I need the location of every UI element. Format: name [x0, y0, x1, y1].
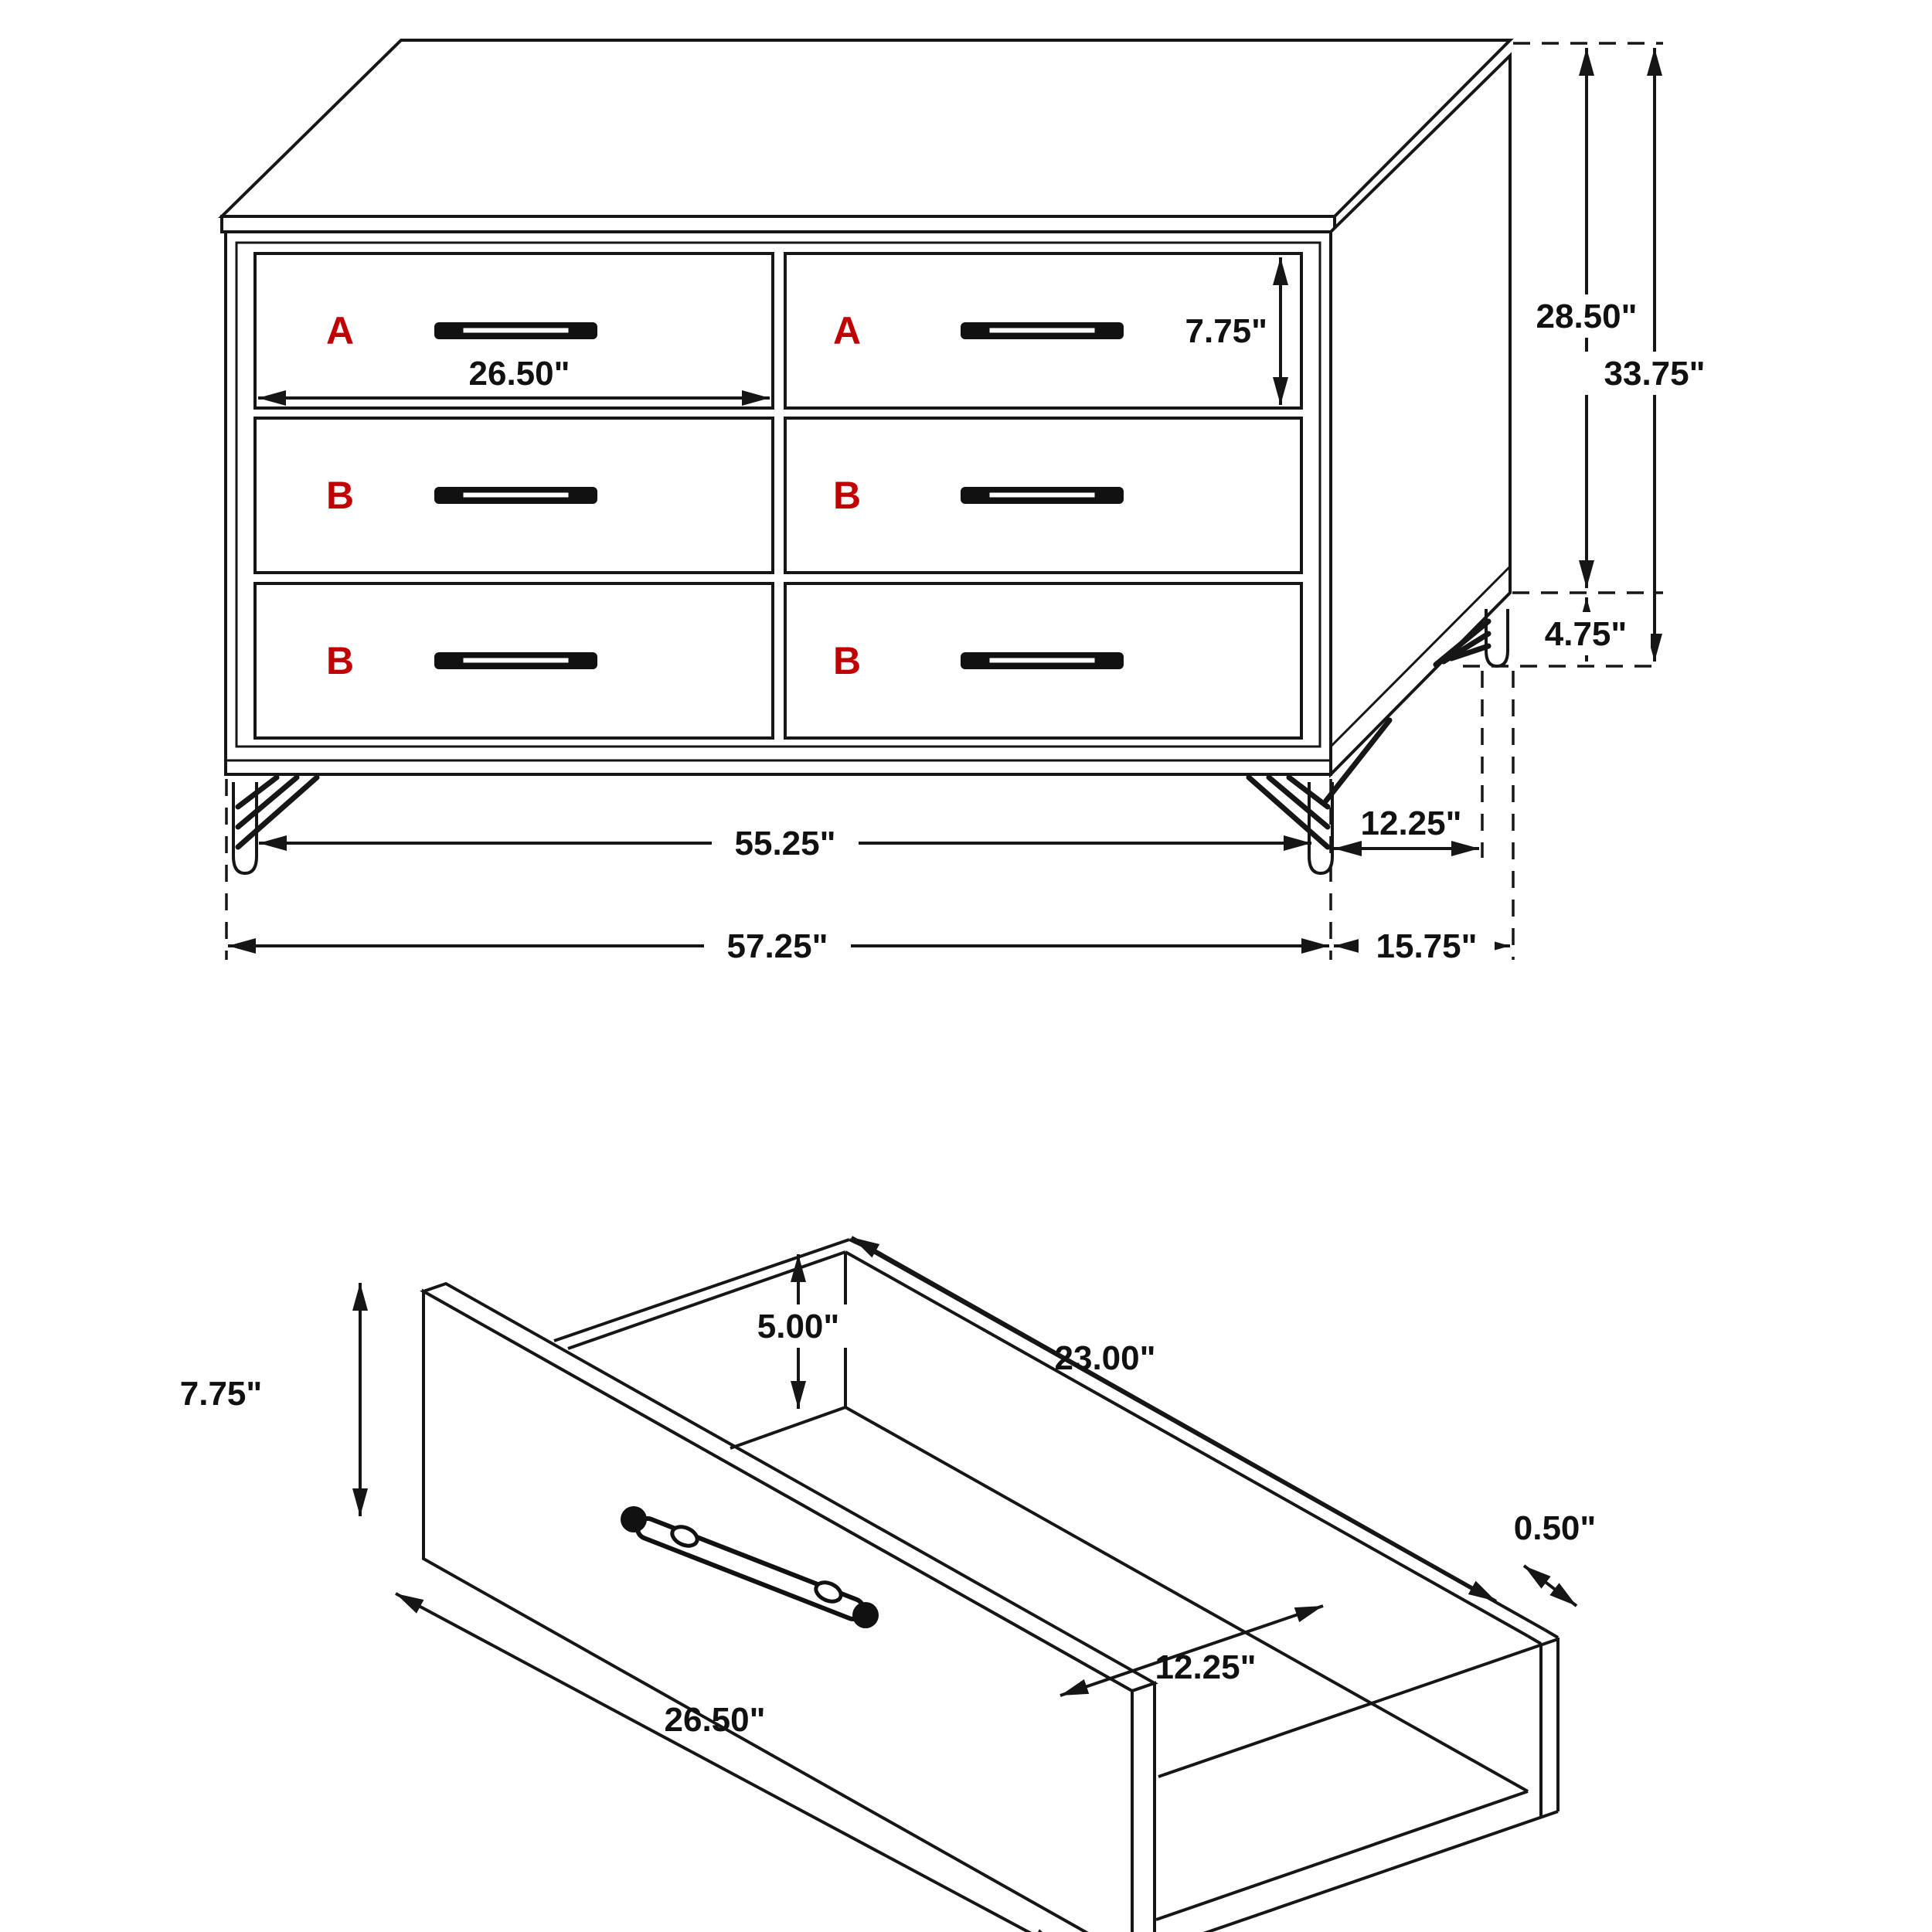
back-wall-cap-join-front — [1528, 1636, 1541, 1644]
front-left-leg — [233, 777, 317, 873]
handle-post-right — [852, 1602, 879, 1628]
dim-label-drawer-front-height: 7.75" — [1185, 312, 1267, 350]
drawer-front-panel-end-edge — [1132, 1683, 1155, 1932]
drawer-label-top-left: A — [325, 309, 355, 352]
dim-label-overall-depth: 15.75" — [1376, 927, 1478, 965]
back-wall-cap-join-back — [1545, 1630, 1558, 1638]
dim-label-interior-depth: 12.25" — [1155, 1648, 1257, 1686]
dresser-top-front-edge — [222, 216, 1335, 232]
dim-label-case-height: 28.50" — [1536, 298, 1638, 335]
right-wall-bottom-edge — [1158, 1811, 1558, 1932]
drawer-label-bottom-right: B — [832, 639, 862, 682]
dresser-top-face — [222, 40, 1510, 216]
dim-label-side-leg-depth: 12.25" — [1360, 804, 1462, 842]
dim-label-overall-height: 33.75" — [1604, 355, 1706, 393]
dim-label-interior-length: 23.00" — [1054, 1339, 1156, 1377]
dresser-figure — [222, 40, 1728, 968]
dim-label-back-panel-thickness: 0.50" — [1513, 1509, 1597, 1547]
dim-label-overall-width: 57.25" — [726, 927, 828, 965]
handle-top-left — [434, 322, 597, 339]
floor-left-edge — [730, 1407, 845, 1448]
floor-right-edge — [1156, 1791, 1528, 1920]
handle-bottom-left — [434, 652, 597, 669]
dim-line-interior-length — [852, 1237, 1496, 1601]
handle-middle-left — [434, 487, 597, 504]
handle-bottom-right — [961, 652, 1124, 669]
dim-label-front-height: 7.75" — [179, 1375, 263, 1413]
dim-label-leg-height: 4.75" — [1544, 615, 1628, 653]
dim-label-front-width: 26.50" — [664, 1701, 766, 1739]
handle-post-left — [621, 1506, 647, 1532]
handle-middle-right — [961, 487, 1124, 504]
drawer-label-middle-left: B — [325, 474, 355, 517]
dim-label-drawer-width: 26.50" — [468, 355, 570, 393]
drawer-label-bottom-left: B — [325, 639, 355, 682]
dim-label-interior-height: 5.00" — [757, 1308, 840, 1345]
dim-label-leg-to-leg-width: 55.25" — [734, 825, 836, 862]
dim-line-back-panel-thickness — [1524, 1566, 1577, 1606]
handle-top-right — [961, 322, 1124, 339]
drawer-detail-figure — [180, 1237, 1597, 1932]
drawer-label-top-right: A — [832, 309, 862, 352]
drawer-label-middle-right: B — [832, 474, 862, 517]
